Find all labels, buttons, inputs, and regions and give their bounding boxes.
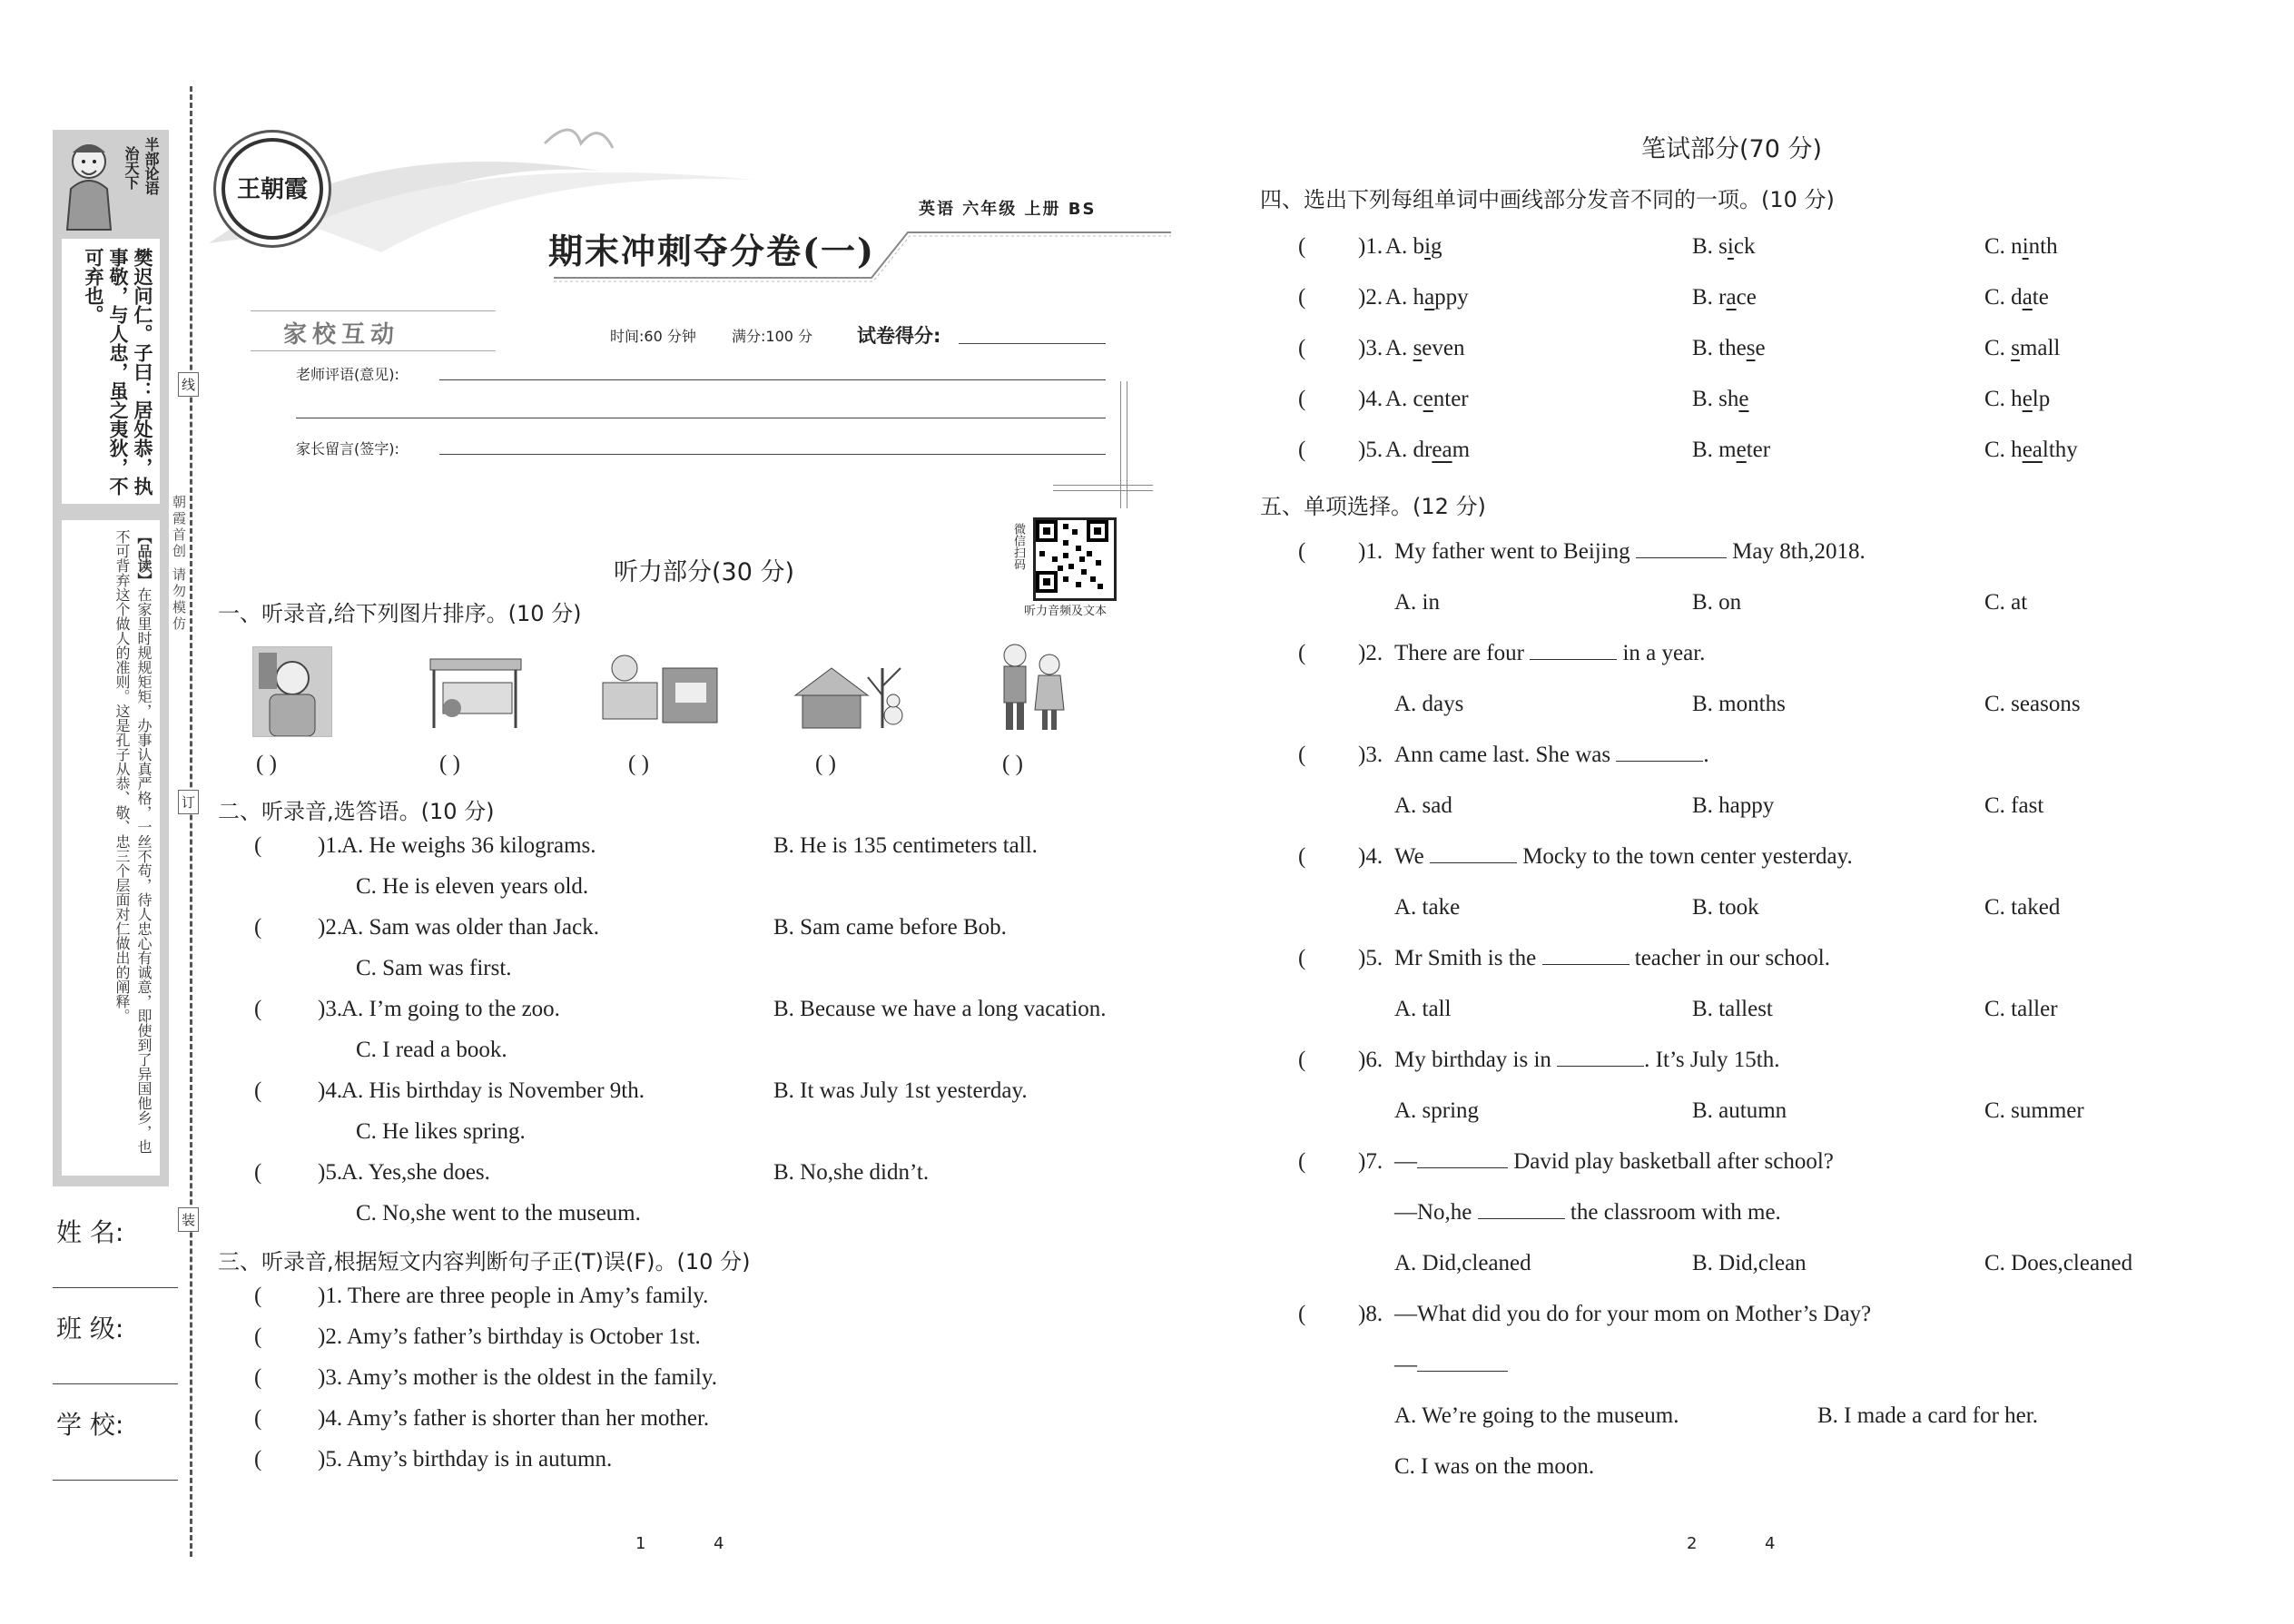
reading-text: 在家里时规规矩矩，办事认真严格，一丝不苟，待人忠心有诚意，即使到了异国他乡，也不可背弃这个做人的准则。这是孔子从恭、敬、忠三个层面对仁做出的阐释。 bbox=[113, 529, 153, 1154]
option-a: A. I’m going to the zoo. bbox=[341, 997, 560, 1021]
option-a: A. He weighs 36 kilograms. bbox=[341, 833, 596, 858]
motto-char: 半 bbox=[143, 137, 160, 152]
question-number: )7. bbox=[1358, 1149, 1383, 1174]
tf-statement: )1. There are three people in Amy’s family. bbox=[318, 1284, 709, 1308]
brand-logo bbox=[222, 138, 323, 240]
page-number: 1 bbox=[635, 1534, 646, 1553]
time-label: 时间:60 分钟 bbox=[610, 328, 696, 345]
option-a: A. We’re going to the museum. bbox=[1394, 1403, 1679, 1428]
question-text: We Mocky to the town center yesterday. bbox=[1394, 844, 1853, 869]
option-c: C. date bbox=[1984, 285, 2049, 310]
option-a: A. days bbox=[1394, 692, 1464, 716]
quote-box bbox=[53, 231, 169, 513]
option-b: B. race bbox=[1692, 285, 1757, 310]
answer-paren-open[interactable]: ( bbox=[254, 997, 262, 1021]
question-text-2: —No,he the classroom with me. bbox=[1394, 1200, 1781, 1225]
answer-paren-open[interactable]: ( bbox=[1298, 1302, 1306, 1326]
answer-paren[interactable]: ( ) bbox=[1002, 752, 1023, 776]
option-c: C. taked bbox=[1984, 895, 2061, 920]
subject-info: 英语 六年级 上册 BS bbox=[919, 200, 1097, 219]
picture-astronaut bbox=[252, 646, 332, 737]
tf-statement: )5. Amy’s birthday is in autumn. bbox=[318, 1447, 613, 1471]
brand-name: 王朝霞 bbox=[236, 176, 308, 203]
answer-paren-open[interactable]: ( bbox=[254, 1284, 262, 1308]
class-label: 班 级: bbox=[56, 1314, 124, 1343]
option-a: A. seven bbox=[1385, 336, 1465, 360]
picture-winter-house bbox=[792, 641, 910, 735]
answer-paren-open[interactable]: ( bbox=[1298, 743, 1306, 767]
option-b: B. she bbox=[1692, 387, 1749, 411]
page-number: 2 bbox=[1687, 1534, 1698, 1553]
question-number: )1. bbox=[318, 833, 343, 858]
picture-robot-room bbox=[594, 646, 721, 733]
answer-paren-open[interactable]: ( bbox=[1298, 438, 1306, 462]
sec2-title: 二、听录音,选答语。(10 分) bbox=[218, 799, 495, 824]
page-total: 4 bbox=[714, 1534, 724, 1553]
answer-paren-open[interactable]: ( bbox=[1298, 285, 1306, 310]
option-b: B. took bbox=[1692, 895, 1759, 920]
sec4-title: 四、选出下列每组单词中画线部分发音不同的一项。(10 分) bbox=[1260, 187, 1835, 212]
answer-paren-open[interactable]: ( bbox=[1298, 234, 1306, 259]
teacher-comment-field[interactable] bbox=[439, 379, 1106, 380]
answer-paren-open[interactable]: ( bbox=[1298, 1048, 1306, 1072]
picture-gym bbox=[425, 646, 527, 733]
option-b: B. meter bbox=[1692, 438, 1771, 462]
option-a: A. His birthday is November 9th. bbox=[341, 1078, 645, 1103]
home-school-label: 家校互动 bbox=[283, 321, 400, 349]
name-field[interactable] bbox=[53, 1287, 178, 1288]
option-b: B. Sam came before Bob. bbox=[773, 915, 1007, 940]
question-number: )5. bbox=[1358, 946, 1383, 970]
cut-mark: 线 bbox=[178, 372, 199, 397]
option-b: B. on bbox=[1692, 590, 1742, 615]
school-label: 学 校: bbox=[56, 1410, 124, 1440]
option-c: C. He likes spring. bbox=[356, 1119, 526, 1144]
school-field[interactable] bbox=[53, 1480, 178, 1481]
option-b: B. It was July 1st yesterday. bbox=[773, 1078, 1028, 1103]
option-c: C. I was on the moon. bbox=[1394, 1454, 1595, 1479]
question-number: )1. bbox=[1358, 234, 1383, 259]
question-number: )2. bbox=[318, 915, 343, 940]
tf-statement: )3. Amy’s mother is the oldest in the family. bbox=[318, 1365, 717, 1390]
motto-char: 治 bbox=[123, 146, 140, 161]
question-text: My father went to Beijing May 8th,2018. bbox=[1394, 539, 1866, 564]
answer-paren-open[interactable]: ( bbox=[1298, 946, 1306, 970]
answer-paren-open[interactable]: ( bbox=[254, 1447, 262, 1471]
option-c: C. healthy bbox=[1984, 438, 2078, 462]
cut-line bbox=[190, 86, 192, 1557]
option-a: A. take bbox=[1394, 895, 1461, 920]
answer-paren-open[interactable]: ( bbox=[254, 833, 262, 858]
option-b: B. Did,clean bbox=[1692, 1251, 1807, 1275]
full-score: 满分:100 分 bbox=[732, 328, 813, 345]
picture-two-kids bbox=[995, 637, 1069, 735]
answer-paren[interactable]: ( ) bbox=[256, 752, 277, 776]
motto-char: 天 bbox=[123, 161, 140, 175]
written-title: 笔试部分(70 分) bbox=[1641, 135, 1823, 163]
option-c: C. small bbox=[1984, 336, 2061, 360]
sec3-title: 三、听录音,根据短文内容判断句子正(T)误(F)。(10 分) bbox=[218, 1249, 751, 1275]
option-c: C. taller bbox=[1984, 997, 2058, 1021]
cut-mark: 装 bbox=[178, 1207, 199, 1232]
sec5-title: 五、单项选择。(12 分) bbox=[1260, 494, 1486, 519]
option-b: B. I made a card for her. bbox=[1817, 1403, 2038, 1428]
answer-paren-open[interactable]: ( bbox=[1298, 641, 1306, 665]
option-b: B. months bbox=[1692, 692, 1786, 716]
answer-paren-open[interactable]: ( bbox=[254, 1324, 262, 1349]
answer-paren-open[interactable]: ( bbox=[1298, 844, 1306, 869]
answer-paren-open[interactable]: ( bbox=[254, 1078, 262, 1103]
class-field[interactable] bbox=[53, 1383, 178, 1384]
name-label: 姓 名: bbox=[56, 1217, 124, 1247]
question-text: —What did you do for your mom on Mother’s Day? bbox=[1394, 1302, 1872, 1326]
score-label: 试卷得分: bbox=[857, 325, 941, 347]
question-number: )5. bbox=[318, 1160, 343, 1185]
question-text: — David play basketball after school? bbox=[1394, 1149, 1834, 1174]
question-text: My birthday is in . It’s July 15th. bbox=[1394, 1048, 1780, 1072]
option-a: A. big bbox=[1385, 234, 1442, 259]
answer-paren-open[interactable]: ( bbox=[254, 915, 262, 940]
option-c: C. Does,cleaned bbox=[1984, 1251, 2133, 1275]
side-note: 朝霞首创 请勿模仿 bbox=[171, 495, 187, 633]
option-c: C. Sam was first. bbox=[356, 956, 512, 980]
option-c: C. fast bbox=[1984, 793, 2044, 818]
sec1-title: 一、听录音,给下列图片排序。(10 分) bbox=[218, 601, 582, 626]
parent-comment-label: 家长留言(签字): bbox=[296, 440, 399, 458]
teacher-comment-label: 老师评语(意见): bbox=[296, 366, 399, 383]
motto-box bbox=[53, 130, 169, 239]
question-number: )3. bbox=[1358, 743, 1383, 767]
option-b: B. happy bbox=[1692, 793, 1775, 818]
question-number: )4. bbox=[318, 1078, 343, 1103]
question-number: )8. bbox=[1358, 1302, 1383, 1326]
option-a: A. sad bbox=[1394, 793, 1452, 818]
answer-paren-open[interactable]: ( bbox=[1298, 1149, 1306, 1174]
option-b: B. these bbox=[1692, 336, 1766, 360]
option-b: B. sick bbox=[1692, 234, 1756, 259]
page-total: 4 bbox=[1765, 1534, 1776, 1553]
question-text: There are four in a year. bbox=[1394, 641, 1706, 665]
question-number: )2. bbox=[1358, 285, 1383, 310]
option-a: A. center bbox=[1385, 387, 1469, 411]
option-c: C. No,she went to the museum. bbox=[356, 1201, 641, 1225]
reading-box bbox=[53, 513, 169, 1186]
answer-paren-open[interactable]: ( bbox=[1298, 387, 1306, 411]
qr-code-icon bbox=[1036, 520, 1108, 593]
question-text-2: — bbox=[1394, 1353, 1508, 1378]
motto-char: 语 bbox=[143, 181, 160, 195]
option-a: A. Did,cleaned bbox=[1394, 1251, 1531, 1275]
score-field[interactable] bbox=[959, 343, 1106, 344]
option-c: C. ninth bbox=[1984, 234, 2058, 259]
motto-char: 部 bbox=[143, 152, 160, 166]
answer-paren[interactable]: ( ) bbox=[439, 752, 460, 776]
reading-label: 【品读】 bbox=[135, 529, 153, 587]
option-a: A. dream bbox=[1385, 438, 1471, 462]
option-c: C. summer bbox=[1984, 1098, 2084, 1123]
option-c: C. He is eleven years old. bbox=[356, 874, 589, 899]
question-number: )3. bbox=[1358, 336, 1383, 360]
question-number: )2. bbox=[1358, 641, 1383, 665]
qr-label-2: 听力音频及文本 bbox=[1024, 605, 1108, 618]
option-a: A. tall bbox=[1394, 997, 1452, 1021]
option-a: A. spring bbox=[1394, 1098, 1480, 1123]
question-text: Ann came last. She was . bbox=[1394, 743, 1709, 767]
motto-char: 下 bbox=[123, 175, 140, 190]
option-b: B. autumn bbox=[1692, 1098, 1787, 1123]
question-text: Mr Smith is the teacher in our school. bbox=[1394, 946, 1830, 970]
question-number: )1. bbox=[1358, 539, 1383, 564]
motto-char: 论 bbox=[143, 166, 160, 181]
answer-paren-open[interactable]: ( bbox=[254, 1160, 262, 1185]
option-b: B. tallest bbox=[1692, 997, 1773, 1021]
question-number: )3. bbox=[318, 997, 343, 1021]
confucius-icon bbox=[54, 134, 127, 234]
question-number: )4. bbox=[1358, 844, 1383, 869]
tf-statement: )2. Amy’s father’s birthday is October 1st. bbox=[318, 1324, 701, 1349]
option-a: A. happy bbox=[1385, 285, 1469, 310]
question-number: )4. bbox=[1358, 387, 1383, 411]
option-b: B. No,she didn’t. bbox=[773, 1160, 930, 1185]
answer-paren[interactable]: ( ) bbox=[628, 752, 649, 776]
option-c: C. help bbox=[1984, 387, 2051, 411]
quote-text: 樊迟问仁。子曰：居处恭，执事敬，与人忠，虽之夷狄，不可弃也。 bbox=[83, 248, 153, 496]
answer-paren-open[interactable]: ( bbox=[1298, 336, 1306, 360]
answer-paren-open[interactable]: ( bbox=[254, 1406, 262, 1431]
option-c: C. seasons bbox=[1984, 692, 2081, 716]
option-c: C. at bbox=[1984, 590, 2028, 615]
question-number: )5. bbox=[1358, 438, 1383, 462]
option-b: B. He is 135 centimeters tall. bbox=[773, 833, 1038, 858]
listening-title: 听力部分(30 分) bbox=[614, 558, 795, 586]
answer-paren-open[interactable]: ( bbox=[1298, 539, 1306, 564]
qr-label-1: 微信扫码 bbox=[1011, 523, 1025, 570]
option-a: A. in bbox=[1394, 590, 1440, 615]
option-a: A. Sam was older than Jack. bbox=[341, 915, 599, 940]
option-c: C. I read a book. bbox=[356, 1038, 507, 1062]
parent-comment-field[interactable] bbox=[439, 454, 1106, 455]
answer-paren[interactable]: ( ) bbox=[815, 752, 836, 776]
option-a: A. Yes,she does. bbox=[341, 1160, 490, 1185]
exam-title: 期末冲刺夺分卷(一) bbox=[548, 231, 875, 271]
cut-mark: 订 bbox=[178, 790, 199, 814]
question-number: )6. bbox=[1358, 1048, 1383, 1072]
qr-code[interactable] bbox=[1033, 517, 1117, 601]
tf-statement: )4. Amy’s father is shorter than her mother. bbox=[318, 1406, 710, 1431]
answer-paren-open[interactable]: ( bbox=[254, 1365, 262, 1390]
option-b: B. Because we have a long vacation. bbox=[773, 997, 1107, 1021]
